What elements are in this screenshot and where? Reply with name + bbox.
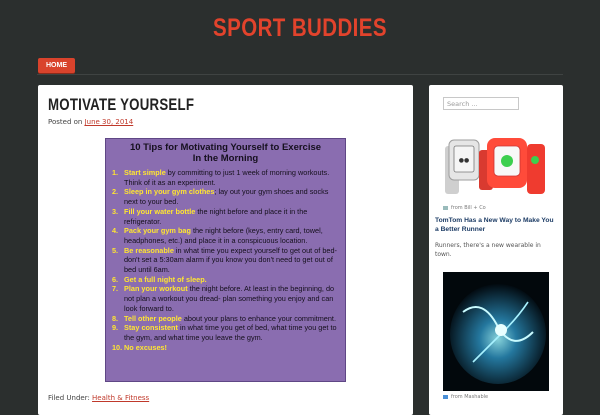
tip-highlight: No excuses! xyxy=(124,342,167,352)
infographic-title-line1: 10 Tips for Motivating Yourself to Exercise xyxy=(129,142,322,153)
post-date-link[interactable]: June 30, 2014 xyxy=(84,118,134,126)
category-link[interactable]: Health & Fitness xyxy=(92,394,150,402)
widget1-headline[interactable]: TomTom Has a New Way to Make You a Better Runner xyxy=(435,217,554,233)
tip-highlight: Get a full night of sleep. xyxy=(124,274,207,284)
tip-text: the night before and place it in the refrigerator. xyxy=(124,206,308,226)
infographic-title-line2: In the Morning xyxy=(192,153,259,164)
tip-item xyxy=(112,207,339,226)
tip-number: 10. xyxy=(112,342,123,352)
tip-number: 5. xyxy=(112,245,119,255)
infographic-title xyxy=(112,142,339,164)
tip-highlight: Pack your gym bag xyxy=(124,226,191,236)
sidebar xyxy=(429,85,563,415)
tips-infographic xyxy=(105,138,346,382)
widget1-source xyxy=(443,205,486,211)
tip-highlight: Tell other people xyxy=(124,313,182,323)
post-title[interactable]: MOTIVATE YOURSELF xyxy=(48,95,195,114)
tip-item xyxy=(112,226,339,245)
site-title[interactable]: SPORT BUDDIES xyxy=(213,14,387,42)
tip-number: 9. xyxy=(112,323,119,333)
main-nav xyxy=(0,56,600,78)
watch-image[interactable] xyxy=(443,132,549,203)
post-category-meta xyxy=(48,394,149,402)
widget1-excerpt: Runners, there's a new wearable in town. xyxy=(435,242,541,258)
widget2-source xyxy=(443,394,488,400)
tip-number: 3. xyxy=(112,206,119,216)
tip-highlight: Stay consistent xyxy=(124,323,178,333)
main-content xyxy=(38,85,413,415)
tip-number: 6. xyxy=(112,274,119,284)
tip-number: 1. xyxy=(112,168,119,177)
posted-label: Posted on xyxy=(48,118,83,126)
tip-highlight: Start simple xyxy=(124,168,166,177)
tip-item xyxy=(112,323,339,342)
tip-item xyxy=(112,284,339,313)
nav-home-button[interactable]: HOME xyxy=(38,58,75,73)
source-logo-icon xyxy=(443,206,448,210)
tip-text: by committing to just 1 week of morning workouts. Think of it as an experiment. xyxy=(124,168,330,187)
filed-label: Filed Under: xyxy=(48,394,90,402)
glowing-runner-image[interactable] xyxy=(443,272,549,391)
tip-highlight: Be reasonable xyxy=(124,245,174,255)
svg-text:●●: ●● xyxy=(458,157,470,164)
tip-text: ; lay out your gym shoes and socks next to your bed. xyxy=(124,187,329,207)
tip-number: 8. xyxy=(112,313,119,323)
tip-item xyxy=(112,275,339,285)
widget1-source-text: from Bill + Co xyxy=(451,205,486,211)
tip-text: in what time you expect yourself to get out of bed- don't set a 5:30am alarm if you know you don't need to get out of bed until 6am. xyxy=(124,245,337,275)
nav-divider xyxy=(37,74,563,75)
post-meta xyxy=(48,118,133,126)
tip-highlight: Fill your water bottle xyxy=(124,206,196,216)
tip-number: 7. xyxy=(112,284,119,294)
tip-item xyxy=(112,187,339,206)
tip-item xyxy=(112,246,339,275)
tip-text: about your plans to enhance your commitment. xyxy=(181,313,336,323)
tip-text: the night before (keys, entry card, towel, headphones, etc.) and place it in a conspicuous location. xyxy=(124,226,323,245)
tip-item xyxy=(112,314,339,324)
tip-number: 2. xyxy=(112,187,119,197)
tip-number: 4. xyxy=(112,226,119,236)
tip-text: in what time you get of bed, what time you get to the gym, and what time you leave the gym. xyxy=(124,323,337,342)
tip-highlight: Plan your workout xyxy=(124,284,188,294)
tips-list xyxy=(112,168,339,352)
search-input[interactable] xyxy=(443,97,519,110)
tip-text: the night before. At least in the beginning, do not plan a workout you dread- plan something you enjoy and can look forward to. xyxy=(124,284,335,313)
tip-item xyxy=(112,343,339,353)
tip-item xyxy=(112,168,339,187)
mashable-logo-icon xyxy=(443,395,448,399)
widget2-source-text: from Mashable xyxy=(451,394,489,400)
tip-highlight: Sleep in your gym clothes xyxy=(124,187,215,197)
